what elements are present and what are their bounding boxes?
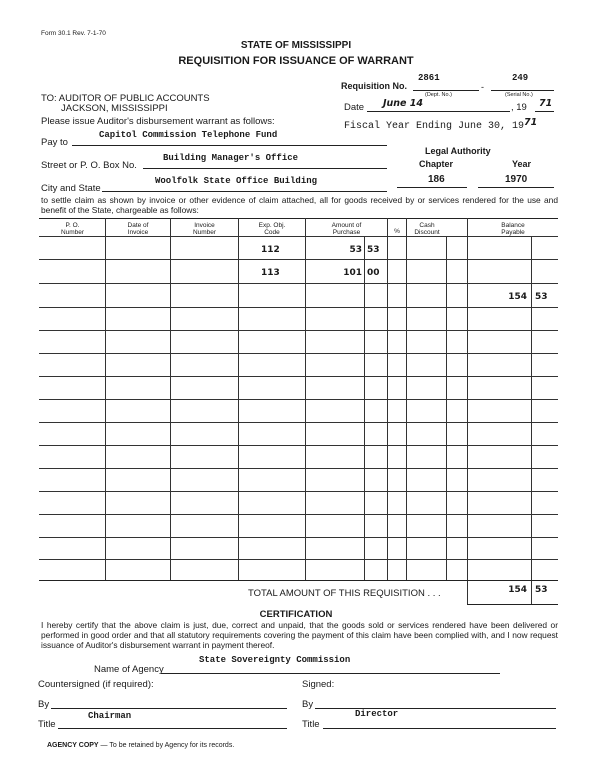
col-header-percent: % bbox=[394, 228, 400, 235]
requisition-label: Requisition No. bbox=[341, 81, 407, 91]
row-1-amount-dollars: 53 bbox=[349, 245, 362, 255]
certification-text: I hereby certify that the above claim is just, due, correct and unpaid, that the goods sold or services rendered have been delivered or performed in good order and that all statutory requirements covering the payment of this claim have been complied with, and I now request issuance of Auditor's disbursement warrant in payment thereof. bbox=[41, 620, 558, 650]
legal-authority-title: Legal Authority bbox=[425, 146, 491, 156]
certification-title: CERTIFICATION bbox=[259, 609, 333, 620]
col-header-cash-discount: Cash Discount bbox=[414, 222, 440, 236]
title-label-left: Title bbox=[38, 719, 56, 730]
row-2-exp-code: 113 bbox=[261, 268, 280, 278]
right-title-value: Director bbox=[355, 709, 399, 719]
date-label: Date bbox=[344, 102, 365, 113]
agency-label: Name of Agency bbox=[94, 664, 164, 675]
legal-chapter-value: 186 bbox=[428, 174, 445, 185]
agency-copy-footer bbox=[47, 742, 234, 749]
street-value: Building Manager's Office bbox=[163, 153, 299, 163]
legal-year-value: 1970 bbox=[505, 174, 528, 185]
legal-chapter-label: Chapter bbox=[419, 159, 454, 169]
pay-to-label: Pay to bbox=[41, 137, 68, 148]
total-dollars: 154 bbox=[508, 585, 527, 595]
row-1-amount-cents: 53 bbox=[367, 245, 380, 255]
legal-year-label: Year bbox=[512, 159, 532, 169]
agency-copy-label: AGENCY COPY bbox=[47, 742, 99, 749]
total-label: TOTAL AMOUNT OF THIS REQUISITION . . . bbox=[248, 588, 441, 599]
col-header-invoice: Invoice Number bbox=[192, 222, 217, 236]
pay-to-value: Capitol Commission Telephone Fund bbox=[99, 130, 278, 140]
row-1-exp-code: 112 bbox=[261, 245, 280, 255]
date-value: June 14 bbox=[383, 98, 424, 109]
row-3-balance-dollars: 154 bbox=[508, 292, 527, 302]
total-cents: 53 bbox=[535, 585, 548, 595]
by-label-left: By bbox=[38, 699, 50, 710]
date-year-prefix: , 19 bbox=[511, 102, 527, 113]
state-heading: STATE OF MISSISSIPPI bbox=[240, 40, 352, 51]
claim-text: to settle claim as shown by invoice or other evidence of claim attached, all for goods received by or services rendered for the use and benefit of the State, chargeable as follows: bbox=[41, 195, 558, 215]
agency-value: State Sovereignty Commission bbox=[199, 655, 351, 665]
to-line-2: JACKSON, MISSISSIPPI bbox=[61, 103, 168, 114]
fiscal-year-value: 71 bbox=[524, 117, 538, 128]
row-2-amount-cents: 00 bbox=[367, 268, 380, 278]
dept-caption: (Dept. No.) bbox=[425, 92, 452, 98]
form-number: Form 30.1 Rev. 7-1-70 bbox=[41, 30, 106, 37]
signed-label: Signed: bbox=[302, 679, 335, 690]
col-header-exp-code: Exp. Obj. Code bbox=[258, 222, 286, 236]
col-header-po: P. O. Number bbox=[60, 222, 85, 236]
left-title-value: Chairman bbox=[88, 711, 132, 721]
page-title: REQUISITION FOR ISSUANCE OF WARRANT bbox=[178, 55, 414, 67]
city-label: City and State bbox=[41, 183, 101, 194]
countersigned-label: Countersigned (if required): bbox=[38, 679, 154, 690]
requisition-serial-number: 249 bbox=[512, 73, 529, 83]
requisition-dept-number: 2861 bbox=[418, 73, 440, 83]
requisition-dash: - bbox=[481, 82, 484, 92]
instruction-text: Please issue Auditor's disbursement warrant as follows: bbox=[41, 116, 275, 127]
col-header-date: Date of Invoice bbox=[127, 222, 149, 236]
title-label-right: Title bbox=[302, 719, 320, 730]
street-label: Street or P. O. Box No. bbox=[41, 160, 137, 171]
date-year: 71 bbox=[539, 98, 553, 109]
col-header-amount: Amount of Purchase bbox=[331, 222, 362, 236]
agency-copy-note: — To be retained by Agency for its records. bbox=[98, 742, 235, 749]
col-header-balance: Balance Payable bbox=[501, 222, 525, 236]
by-label-right: By bbox=[302, 699, 314, 710]
serial-caption: (Serial No.) bbox=[505, 92, 533, 98]
row-2-amount-dollars: 101 bbox=[343, 268, 362, 278]
row-3-balance-cents: 53 bbox=[535, 292, 548, 302]
city-value: Woolfolk State Office Building bbox=[155, 176, 318, 186]
fiscal-year-label: Fiscal Year Ending June 30, 19 bbox=[344, 121, 525, 132]
to-line-1: TO: AUDITOR OF PUBLIC ACCOUNTS bbox=[41, 93, 210, 104]
